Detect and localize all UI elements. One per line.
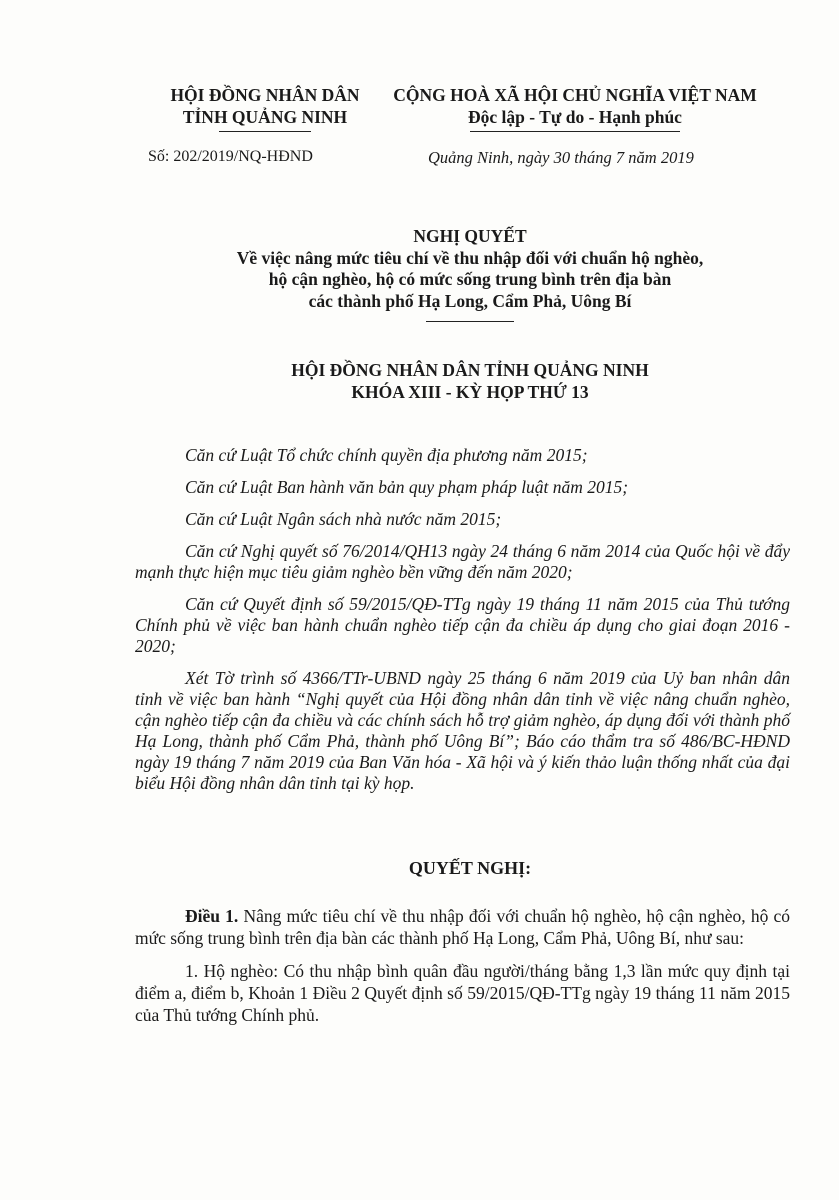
agency-underline	[219, 131, 311, 132]
article-1	[135, 905, 790, 949]
article-1-label: Điều 1.	[185, 906, 239, 926]
basis-item: Căn cứ Luật Ngân sách nhà nước năm 2015;	[185, 509, 502, 529]
resolution-title	[150, 226, 790, 322]
title-line-2: hộ cận nghèo, hộ có mức sống trung bình trên địa bàn	[268, 269, 672, 289]
title-line-3: các thành phố Hạ Long, Cẩm Phả, Uông Bí	[308, 290, 632, 311]
legal-basis	[135, 445, 790, 805]
title-line-1: Về việc nâng mức tiêu chí về thu nhập đối với chuẩn hộ nghèo,	[236, 247, 704, 268]
nation-motto: Độc lập - Tự do - Hạnh phúc	[468, 107, 682, 127]
basis-item: Căn cứ Quyết định số 59/2015/QĐ-TTg ngày 19 tháng 11 năm 2015 của Thủ tướng Chính phủ về việc ban hành chuẩn nghèo tiếp cận đa chiều áp dụng cho giai đoạn 2016 - 2020;	[135, 594, 790, 656]
document-number: Số: 202/2019/NQ-HĐND	[148, 148, 313, 165]
basis-item: Xét Tờ trình số 4366/TTr-UBND ngày 25 tháng 6 năm 2019 của Uỷ ban nhân dân tỉnh về việc ban hành “Nghị quyết của Hội đồng nhân dân tỉnh về việc nâng chuẩn nghèo, cận nghèo tiếp cận đa chiều và các chính sách hỗ trợ giảm nghèo, áp dụng đối với thành phố Hạ Long, thành phố Cẩm Phả, thành phố Uông Bí”; Báo cáo thẩm tra số 486/BC-HĐND ngày 19 tháng 7 năm 2019 của Ban Văn hóa - Xã hội và ý kiến thảo luận thống nhất của đại biểu Hội đồng nhân dân tỉnh tại kỳ họp.	[135, 668, 790, 793]
council-name: HỘI ĐỒNG NHÂN DÂN TỈNH QUẢNG NINH	[291, 360, 649, 380]
council-session: KHÓA XIII - KỲ HỌP THỨ 13	[351, 381, 589, 402]
issuing-agency	[140, 84, 390, 132]
document-type: NGHỊ QUYẾT	[413, 226, 527, 246]
document-date: Quảng Ninh, ngày 30 tháng 7 năm 2019	[428, 148, 694, 167]
agency-name-line2: TỈNH QUẢNG NINH	[182, 107, 348, 127]
decision-heading: QUYẾT NGHỊ:	[408, 858, 532, 878]
national-title	[365, 84, 785, 132]
council-heading	[150, 360, 790, 403]
motto-underline	[470, 131, 680, 132]
title-underline	[426, 321, 514, 322]
basis-item: Căn cứ Nghị quyết số 76/2014/QH13 ngày 24 tháng 6 năm 2014 của Quốc hội về đẩy mạnh thực hiện mục tiêu giảm nghèo bền vững đến năm 2020;	[135, 541, 790, 582]
basis-item: Căn cứ Luật Ban hành văn bản quy phạm pháp luật năm 2015;	[185, 477, 629, 497]
article-1-item-1: 1. Hộ nghèo: Có thu nhập bình quân đầu người/tháng bằng 1,3 lần mức quy định tại điểm a, điểm b, Khoản 1 Điều 2 Quyết định số 59/2015/QĐ-TTg ngày 19 tháng 11 năm 2015 của Thủ tướng Chính phủ.	[135, 961, 790, 1025]
resolution-body	[135, 905, 790, 1037]
article-1-text: Nâng mức tiêu chí về thu nhập đối với chuẩn hộ nghèo, hộ cận nghèo, hộ có mức sống trung bình trên địa bàn các thành phố Hạ Long, Cẩm Phả, Uông Bí, như sau:	[135, 906, 791, 948]
nation-name: CỘNG HOÀ XÃ HỘI CHỦ NGHĨA VIỆT NAM	[393, 85, 757, 105]
agency-name-line1: HỘI ĐỒNG NHÂN DÂN	[170, 85, 360, 105]
basis-item: Căn cứ Luật Tổ chức chính quyền địa phương năm 2015;	[185, 445, 588, 465]
